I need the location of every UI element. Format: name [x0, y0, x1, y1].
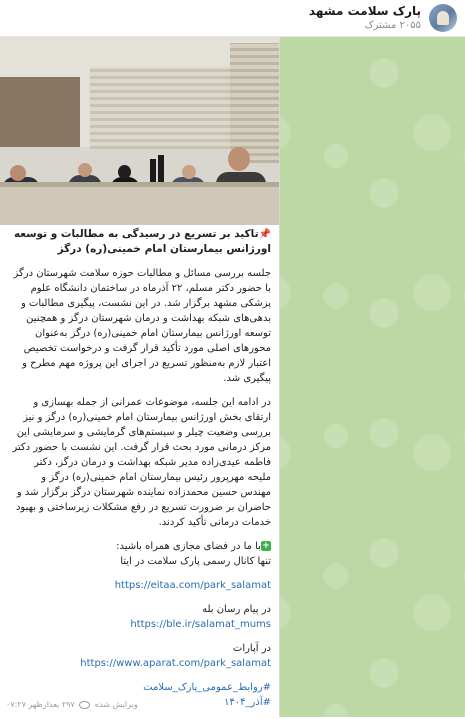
photo-head — [182, 165, 196, 179]
post-photo[interactable] — [0, 37, 279, 225]
post-paragraph-2: در ادامه این جلسه، موضوعات عمرانی از جمله بهسازی و ارتقای بخش اورژانس بیمارستان امام خمینی(ره) درگز و نیز بررسی وضعیت چیلر و سیستم‌های گرمایشی و سرمایشی این مرکز درمانی مورد بحث قرار گرفت. این نشست با حضور دکتر فاطمه عیدی‌زاده مدیر شبکه بهداشت و درمان درگز، دکتر ملیحه مهرپرور رئیس بیمارستان امام خمینی(ره) درگز و مهندس حسین محمدزاده نماینده شهرستان درگز برگزار شد و حاضران بر ضرورت تسریع در رفع مشکلات زیرساختی و بهبود خدمات درمانی تأکید کردند. — [12, 397, 271, 528]
social-links-block — [9, 539, 271, 569]
views-eye-icon — [79, 701, 90, 709]
channel-avatar[interactable] — [429, 4, 457, 32]
eitaa-link-row — [9, 578, 271, 593]
photo-head — [10, 165, 26, 181]
green-plus-icon: + — [262, 541, 270, 551]
channel-header — [0, 0, 465, 37]
edited-status: ویرایش شده — [94, 700, 138, 709]
aparat-link[interactable]: https://www.aparat.com/park_salamat — [80, 658, 271, 669]
eitaa-label: تنها کانال رسمی پارک سلامت در ایتا — [120, 556, 271, 567]
message-bubble[interactable] — [0, 37, 280, 717]
post-paragraph-1: جلسه بررسی مسائل و مطالبات حوزه سلامت شهرستان درگز با حضور دکتر مسلم، ۲۲ آذرماه در ساختمان دانشگاه علوم پزشکی مشهد برگزار شد. در این نشست، پیگیری مطالبات و بدهی‌های شبکه بهداشت و درمان شهرستان درگز و همچنین توسعه اورژانس بیمارستان امام خمینی(ره) درگز به‌عنوان محورهای اصلی مورد تأکید قرار گرفت و درخواست تخصیص اعتبار لازم به‌منظور تسریع در اجرای این پروژه مهم مطرح و پیگیری شد. — [13, 268, 271, 384]
photo-shelf — [0, 77, 80, 147]
photo-blinds-right — [230, 43, 279, 163]
follow-text: با ما در فضای مجازی همراه باشید: — [116, 541, 261, 552]
hashtag-azar[interactable]: #آذر_۱۴۰۴ — [224, 697, 271, 708]
message-footer — [6, 700, 274, 714]
eitaa-link[interactable]: https://eitaa.com/park_salamat — [114, 580, 271, 591]
post-headline — [9, 227, 271, 257]
message-time: ۰۷:۲۷ — [6, 700, 26, 709]
photo-table — [0, 187, 279, 225]
view-count: ۲۹۷ — [61, 700, 75, 709]
channel-title[interactable]: پارک سلامت مشهد — [308, 4, 421, 18]
bale-block — [9, 602, 271, 632]
headline-text: تاکید بر تسریع در رسیدگی به مطالبات و توسعه اورژانس بیمارستان امام خمینی(ره) درگز — [13, 228, 271, 255]
bale-link[interactable]: https://ble.ir/salamat_mums — [130, 619, 271, 630]
bale-label: در پیام رسان بله — [202, 604, 271, 615]
photo-blinds — [90, 67, 230, 149]
photo-head — [228, 147, 250, 171]
post-caption — [9, 227, 271, 719]
shrine-dome-icon — [437, 11, 449, 25]
photo-head — [78, 163, 92, 177]
hashtag-public-relations[interactable]: #روابط_عمومی_پارک_سلامت — [143, 682, 271, 693]
follow-line — [9, 539, 271, 554]
subscriber-count: ۲۰۵۵ مشترک — [364, 20, 421, 31]
pushpin-icon: 📌 — [258, 229, 271, 240]
time-period: بعدازظهر — [28, 700, 60, 709]
aparat-label: در آپارات — [232, 643, 271, 654]
photo-head — [118, 165, 131, 179]
aparat-block — [9, 641, 271, 671]
